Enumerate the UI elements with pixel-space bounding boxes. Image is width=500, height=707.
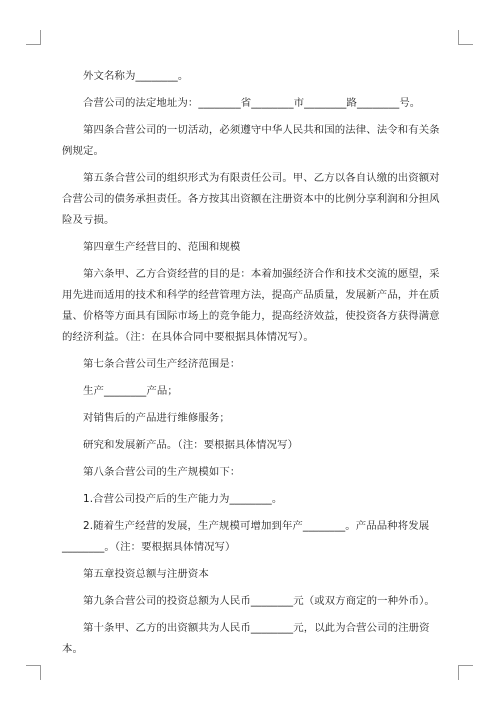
- crop-mark-top-left: [26, 30, 41, 45]
- document-body: [62, 66, 440, 666]
- article-6: 第六条甲、乙方合资经营的目的是：本着加强经济合作和技术交流的愿望，采用先进而适用的技术和科学的经营管理方法，提高产品质量，发展新产品，并在质量、价格等方面具有国际市场上的竞争能力，提高经济效益，使投资各方获得满意的经济利益。（注：在具体合同中要根据具体情况写）。: [62, 268, 440, 343]
- chapter-5-heading: 第五章投资总额与注册资本: [83, 568, 209, 580]
- research-item: 研究和发展新产品。（注：要根据具体情况写）: [83, 439, 299, 451]
- maintenance-item: 对销售后的产品进行维修服务；: [83, 412, 230, 424]
- legal-address-line: 合营公司的法定地址为：________省________市________路________号。: [83, 97, 421, 109]
- crop-mark-top-right: [458, 30, 473, 45]
- article-7: 第七条合营公司生产经济范围是：: [83, 358, 241, 370]
- crop-mark-bottom-left: [26, 665, 41, 680]
- scale-item-2: 2.随着生产经营的发展，生产规模可增加到年产________。产品品种将发展________。（注：要根据具体情况写）: [62, 520, 430, 553]
- chapter-4-heading: 第四章生产经营目的、范围和规模: [83, 241, 241, 253]
- article-4: 第四条合营公司的一切活动，必须遵守中华人民共和国的法律、法令和有关条例规定。: [62, 124, 440, 157]
- crop-mark-bottom-right: [458, 665, 473, 680]
- production-item: 生产________产品；: [83, 385, 178, 397]
- article-5: 第五条合营公司的组织形式为有限责任公司。甲、乙方以各自认缴的出资额对合营公司的债务承担责任。各方按其出资额在注册资本中的比例分享利润和分担风险及亏损。: [62, 172, 440, 226]
- scale-item-1: 1.合营公司投产后的生产能力为________。: [83, 493, 283, 505]
- article-9: 第九条合营公司的投资总额为人民币________元（或双方商定的一种外币）。: [83, 595, 435, 607]
- article-10: 第十条甲、乙方的出资额共为人民币________元，以此为合营公司的注册资本。: [62, 622, 430, 655]
- foreign-name-line: 外文名称为________。: [83, 70, 189, 82]
- article-8: 第八条合营公司的生产规模如下：: [83, 466, 241, 478]
